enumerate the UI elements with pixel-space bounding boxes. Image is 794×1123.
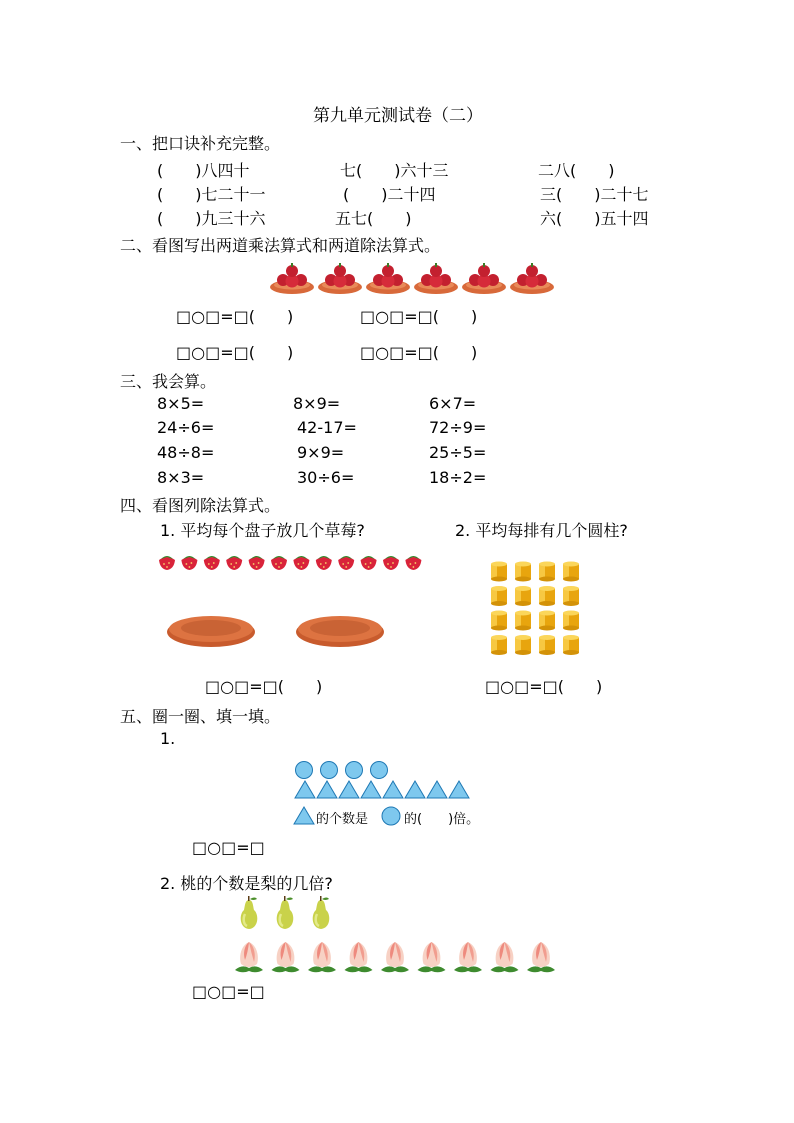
calc-item: 18÷2=	[429, 468, 487, 487]
triangle-shape	[449, 781, 469, 798]
triangle-shape	[295, 781, 315, 798]
calc-item: 72÷9=	[429, 418, 487, 437]
formula-line: □○□=□	[192, 838, 265, 857]
apple-plate-icon	[414, 263, 458, 294]
calc-item: 8×3=	[157, 468, 205, 487]
strawberry-icon	[316, 556, 332, 570]
triangle-shape	[427, 781, 447, 798]
mnemonic-item: ( )七二十一	[157, 185, 266, 204]
cylinder-icon	[515, 586, 531, 606]
calc-item: 42-17=	[297, 418, 357, 437]
peach-icon	[235, 942, 263, 972]
apple-plates-illustration	[270, 260, 570, 296]
section-2-heading: 二、看图写出两道乘法算式和两道除法算式。	[120, 236, 441, 255]
triangle-shape	[383, 781, 403, 798]
circle-shape	[296, 762, 313, 779]
strawberry-icon	[383, 556, 399, 570]
pear-icon	[241, 896, 258, 929]
triangle-shape	[405, 781, 425, 798]
cylinder-icon	[563, 586, 579, 606]
cylinder-icon	[491, 586, 507, 606]
section-1-heading: 一、把口诀补充完整。	[120, 134, 281, 153]
mnemonic-item: ( )二十四	[343, 185, 436, 204]
calc-item: 48÷8=	[157, 443, 215, 462]
pear-icon	[313, 896, 330, 929]
pear-row-illustration	[236, 896, 340, 932]
mnemonic-item: 五七( )	[335, 209, 412, 228]
strawberry-icon	[361, 556, 377, 570]
strawberry-icon	[405, 556, 421, 570]
calc-item: 8×5=	[157, 394, 205, 413]
circle-icon	[381, 806, 401, 826]
peach-icon	[454, 942, 482, 972]
strawberry-icon	[226, 556, 242, 570]
calc-item: 30÷6=	[297, 468, 355, 487]
circle-shape	[371, 762, 388, 779]
cylinder-icon	[539, 635, 555, 655]
strawberry-row-illustration	[157, 551, 419, 571]
circle-shape	[321, 762, 338, 779]
section-4-heading: 四、看图列除法算式。	[120, 496, 281, 515]
plate-left-icon	[165, 610, 257, 650]
section-5-heading: 五、圈一圈、填一填。	[120, 707, 281, 726]
mnemonic-item: 六( )五十四	[540, 209, 649, 228]
cylinder-icon	[539, 611, 555, 631]
formula-line: □○□=□	[192, 982, 265, 1001]
cylinder-icon	[563, 635, 579, 655]
pear-icon	[277, 896, 294, 929]
strawberry-icon	[204, 556, 220, 570]
plate-right-icon	[294, 610, 386, 650]
triangle-shape	[361, 781, 381, 798]
triangle-shape	[317, 781, 337, 798]
mnemonic-item: 七( )六十三	[340, 161, 449, 180]
sentence-part-b: 的( )倍。	[404, 812, 480, 827]
apple-plate-icon	[318, 263, 362, 294]
apple-plate-icon	[462, 263, 506, 294]
formula-line: □○□=□( )	[176, 343, 294, 362]
calc-item: 8×9=	[293, 394, 341, 413]
calc-item: 24÷6=	[157, 418, 215, 437]
cylinder-icon	[539, 586, 555, 606]
strawberry-icon	[249, 556, 265, 570]
peach-icon	[381, 942, 409, 972]
peach-icon	[418, 942, 446, 972]
formula-line: □○□=□( )	[176, 307, 294, 326]
cylinder-icon	[563, 562, 579, 582]
cylinder-icon	[539, 562, 555, 582]
calc-item: 6×7=	[429, 394, 477, 413]
formula-line: □○□=□( )	[360, 307, 478, 326]
formula-line: □○□=□( )	[485, 677, 603, 696]
mnemonic-item: 三( )二十七	[540, 185, 649, 204]
apple-plate-icon	[510, 263, 554, 294]
formula-line: □○□=□( )	[205, 677, 323, 696]
peach-row-illustration	[234, 940, 564, 976]
triangle-shape	[339, 781, 359, 798]
peach-icon	[272, 942, 300, 972]
cylinder-icon	[515, 611, 531, 631]
cylinder-icon	[491, 635, 507, 655]
circles-triangles-illustration	[294, 760, 474, 800]
circle-shape	[346, 762, 363, 779]
strawberry-icon	[338, 556, 354, 570]
cylinder-icon	[563, 611, 579, 631]
strawberry-icon	[271, 556, 287, 570]
calc-item: 9×9=	[297, 443, 345, 462]
calc-item: 25÷5=	[429, 443, 487, 462]
triangle-icon	[293, 806, 315, 825]
page-title: 第九单元测试卷（二）	[313, 106, 483, 126]
cylinder-icon	[491, 611, 507, 631]
cylinder-grid-illustration	[490, 561, 584, 657]
question-4-2: 2. 平均每排有几个圆柱?	[455, 521, 628, 540]
question-5-1: 1.	[160, 729, 176, 748]
peach-icon	[308, 942, 336, 972]
peach-icon	[491, 942, 519, 972]
strawberry-icon	[293, 556, 309, 570]
cylinder-icon	[515, 635, 531, 655]
sentence-part-a: 的个数是	[316, 812, 369, 827]
question-4-1: 1. 平均每个盘子放几个草莓?	[160, 521, 365, 540]
cylinder-icon	[515, 562, 531, 582]
strawberry-icon	[181, 556, 197, 570]
mnemonic-item: 二八( )	[538, 161, 615, 180]
mnemonic-item: ( )九三十六	[157, 209, 266, 228]
formula-line: □○□=□( )	[360, 343, 478, 362]
cylinder-icon	[491, 562, 507, 582]
apple-plate-icon	[270, 263, 314, 294]
question-5-2: 2. 桃的个数是梨的几倍?	[160, 874, 333, 893]
peach-icon	[527, 942, 555, 972]
apple-plate-icon	[366, 263, 410, 294]
strawberry-icon	[159, 556, 175, 570]
peach-icon	[345, 942, 373, 972]
section-3-heading: 三、我会算。	[120, 372, 217, 391]
mnemonic-item: ( )八四十	[157, 161, 250, 180]
